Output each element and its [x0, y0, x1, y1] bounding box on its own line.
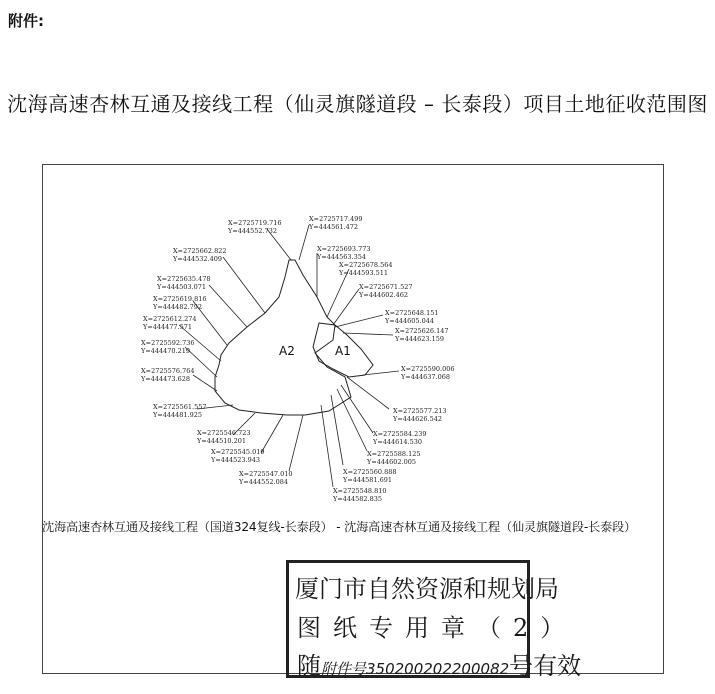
point-7-y: Y=444623.159 [395, 335, 445, 343]
point-4-x: X=2725678.564 [339, 261, 393, 269]
point-17-x: X=2725561.557 [153, 403, 207, 411]
point-6-y: Y=444605.044 [385, 317, 435, 325]
point-8-y: Y=444637.068 [401, 373, 451, 381]
point-21-y: Y=444482.792 [153, 303, 203, 311]
point-11-y: Y=444602.005 [367, 458, 417, 466]
point-15-y: Y=444523.943 [211, 456, 261, 464]
point-10-x: X=2725584.239 [373, 430, 427, 438]
point-7-x: X=2725626.147 [395, 327, 449, 335]
point-19-y: Y=444470.219 [141, 347, 191, 355]
point-4-y: Y=444593.511 [339, 269, 389, 277]
point-2-y: Y=444561.472 [309, 223, 359, 231]
parcel-a2-boundary [215, 260, 351, 415]
point-23-y: Y=444532.409 [173, 255, 223, 263]
seal-validity [297, 646, 581, 681]
point-19-x: X=2725592.736 [141, 339, 195, 347]
point-9-y: Y=444626.542 [393, 415, 443, 423]
point-15-x: X=2725545.019 [211, 448, 265, 456]
seal-validity-prefix: 随 [297, 652, 321, 680]
point-14-x: X=2725547.010 [239, 470, 293, 478]
point-1-x: X=2725719.716 [228, 219, 282, 227]
official-seal [286, 560, 582, 680]
point-22-y: Y=444503.071 [157, 283, 207, 291]
point-9-x: X=2725577.213 [393, 407, 447, 415]
area-label-a2: A2 [279, 344, 295, 358]
point-18-x: X=2725576.764 [141, 367, 195, 375]
attachment-label: 附件: [8, 12, 44, 30]
point-12-x: X=2725560.888 [343, 468, 397, 476]
map-caption: 沈海高速杏林互通及接线工程（国道324复线-长泰段） - 沈海高速杏林互通及接线工程（仙灵旗隧道段-长泰段） [42, 520, 637, 534]
seal-validity-suffix: 号有效 [509, 652, 582, 680]
point-18-y: Y=444473.628 [141, 375, 191, 383]
point-10-y: Y=444614.530 [373, 438, 423, 446]
coordinate-labels [140, 215, 455, 503]
point-16-x: X=2725546.723 [197, 429, 251, 437]
point-12-y: Y=444581.691 [343, 476, 393, 484]
point-5-x: X=2725671.527 [359, 283, 413, 291]
point-6-x: X=2725648.151 [385, 309, 439, 317]
point-13-x: X=2725548.810 [333, 487, 387, 495]
seal-issuer: 厦门市自然资源和规划局 [295, 575, 559, 603]
point-14-y: Y=444552.084 [239, 478, 289, 486]
point-3-y: Y=444563.354 [317, 253, 367, 261]
point-22-x: X=2725635.478 [157, 275, 211, 283]
point-13-y: Y=444582.835 [333, 495, 383, 503]
point-17-y: Y=444481.925 [153, 411, 203, 419]
point-3-x: X=2725693.773 [317, 245, 371, 253]
area-label-a1: A1 [335, 344, 351, 358]
point-5-y: Y=444602.462 [359, 291, 409, 299]
point-16-y: Y=444510.201 [197, 437, 247, 445]
point-11-x: X=2725588.125 [367, 450, 421, 458]
point-23-x: X=2725662.822 [173, 247, 227, 255]
point-2-x: X=2725717.499 [309, 215, 363, 223]
point-20-y: Y=444477.571 [143, 323, 193, 331]
point-8-x: X=2725590.006 [401, 365, 455, 373]
seal-purpose: 图纸专用章（2） [297, 614, 577, 642]
point-20-x: X=2725612.274 [143, 315, 197, 323]
point-21-x: X=2725619.816 [153, 295, 207, 303]
point-1-y: Y=444552.732 [228, 227, 278, 235]
seal-handwritten-number: 附件号350200202200082 [321, 660, 510, 678]
document-title: 沈海高速杏林互通及接线工程（仙灵旗隧道段 – 长泰段）项目土地征收范围图 [7, 92, 708, 116]
